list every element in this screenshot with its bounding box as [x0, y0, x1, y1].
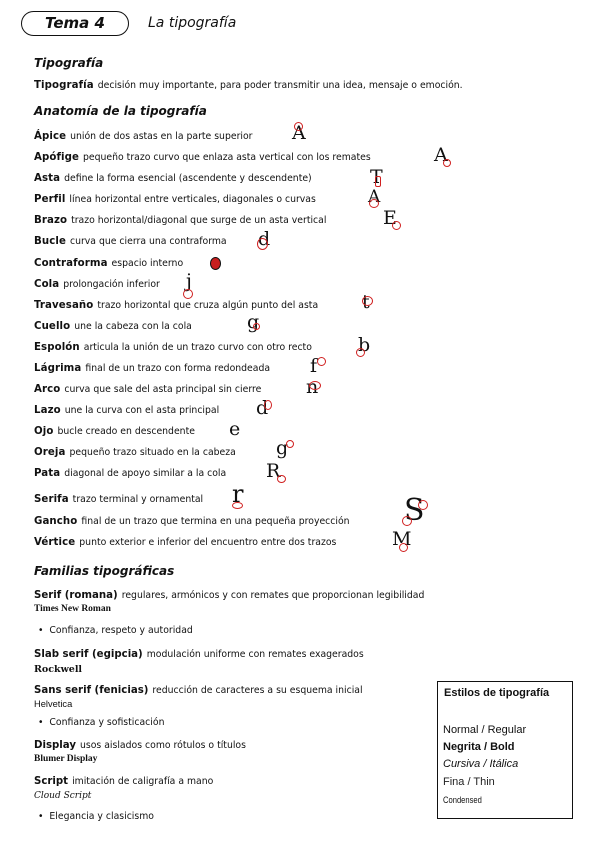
- highlight-mark: [375, 176, 381, 187]
- anatomy-row-espolon: [34, 342, 312, 353]
- anatomy-term: Oreja: [34, 447, 66, 458]
- family-name: Script: [34, 776, 69, 787]
- anatomy-desc: une la curva con el asta principal: [64, 405, 220, 416]
- anatomy-desc: diagonal de apoyo similar a la cola: [64, 468, 227, 479]
- contraforma-dot-icon: [210, 257, 221, 270]
- glyph-example-perfil: A: [368, 187, 381, 207]
- anatomy-desc: trazo horizontal que cruza algún punto del asta: [97, 300, 319, 311]
- anatomy-desc: punto exterior e inferior del encuentro entre dos trazos: [79, 537, 337, 548]
- anatomy-desc: curva que sale del asta principal sin cierre: [64, 384, 262, 395]
- highlight-mark: [183, 289, 193, 299]
- anatomy-term: Pata: [34, 468, 61, 479]
- highlight-mark: [443, 159, 451, 167]
- anatomy-desc: articula la unión de un trazo curvo con otro recto: [83, 342, 312, 353]
- anatomy-term: Apófige: [34, 152, 80, 163]
- anatomy-term: Contraforma: [34, 258, 108, 269]
- family-sample-display: Blumer Display: [34, 754, 98, 764]
- glyph-example-oreja: g: [276, 437, 289, 459]
- anatomy-row-pata: [34, 468, 226, 479]
- bullet-text: Confianza y sofisticación: [49, 717, 165, 728]
- anatomy-desc: pequeño trazo situado en la cabeza: [69, 447, 236, 458]
- anatomy-row-ojo: [34, 426, 195, 437]
- anatomy-term: Perfil: [34, 194, 66, 205]
- highlight-mark: [277, 475, 286, 483]
- anatomy-row-serifa: [34, 494, 203, 505]
- anatomy-term: Bucle: [34, 236, 66, 247]
- glyph-example-cuello: g: [247, 311, 260, 333]
- anatomy-desc: línea horizontal entre verticales, diagonales o curvas: [69, 194, 316, 205]
- anatomy-desc: prolongación inferior: [63, 279, 160, 290]
- anatomy-row-vertice: [34, 537, 336, 548]
- page-title: La tipografía: [148, 15, 237, 31]
- glyph-example-cola: j: [186, 270, 192, 292]
- anatomy-desc: bucle creado en descendente: [57, 426, 195, 437]
- highlight-mark: [253, 323, 260, 330]
- section-title-anatomia: Anatomía de la tipografía: [34, 104, 207, 118]
- anatomy-row-contraforma: [34, 258, 183, 269]
- anatomy-term: Vértice: [34, 537, 76, 548]
- definition-term: Tipografía: [34, 80, 94, 91]
- highlight-mark: [369, 199, 379, 208]
- glyph-example-pata: R: [266, 460, 281, 482]
- anatomy-row-gancho: [34, 516, 350, 527]
- section-title-tipografia: Tipografía: [34, 56, 104, 70]
- highlight-mark: [232, 502, 243, 509]
- styles-box-title: Estilos de tipografía: [444, 687, 550, 699]
- family-name: Display: [34, 740, 76, 751]
- glyph-example-bucle: d: [258, 228, 271, 250]
- anatomy-row-travesano: [34, 300, 318, 311]
- anatomy-row-perfil: [34, 194, 316, 205]
- anatomy-term: Espolón: [34, 342, 80, 353]
- highlight-mark: [356, 348, 365, 357]
- anatomy-term: Ápice: [34, 131, 67, 142]
- family-desc: usos aislados como rótulos o títulos: [80, 740, 246, 751]
- style-italic: Cursiva / Itálica: [443, 758, 519, 770]
- anatomy-desc: espacio interno: [111, 258, 184, 269]
- anatomy-row-cuello: [34, 321, 192, 332]
- anatomy-term: Brazo: [34, 215, 68, 226]
- glyph-example-apofige: A: [434, 144, 448, 166]
- family-sample-sans: Helvetica: [34, 699, 73, 709]
- family-name: Serif (romana): [34, 590, 118, 601]
- family-bullet-sans: • Confianza y sofisticación: [38, 717, 165, 728]
- anatomy-row-asta: [34, 173, 312, 184]
- highlight-mark: [294, 122, 303, 131]
- glyph-example-travesano: t: [362, 291, 370, 313]
- glyph-example-arco: n: [306, 376, 319, 398]
- family-row-display: [34, 740, 246, 751]
- anatomy-row-lazo: [34, 405, 219, 416]
- highlight-mark: [309, 381, 321, 390]
- family-desc: reducción de caracteres a su esquema inicial: [152, 685, 363, 696]
- bullet-text: Elegancia y clasicismo: [49, 811, 154, 822]
- anatomy-term: Asta: [34, 173, 61, 184]
- family-row-script: [34, 776, 213, 787]
- family-bullet-script: • Elegancia y clasicismo: [38, 811, 154, 822]
- anatomy-term: Cola: [34, 279, 60, 290]
- anatomy-desc: define la forma esencial (ascendente y descendente): [64, 173, 312, 184]
- family-desc: imitación de caligrafía a mano: [72, 776, 214, 787]
- glyph-example-asta: T: [370, 166, 383, 188]
- glyph-example-brazo: E: [383, 207, 397, 229]
- anatomy-row-cola: [34, 279, 160, 290]
- family-row-slab: [34, 649, 364, 660]
- highlight-mark: [257, 238, 268, 250]
- anatomy-desc: trazo horizontal/diagonal que surge de un asta vertical: [71, 215, 327, 226]
- anatomy-term: Lazo: [34, 405, 61, 416]
- glyph-example-gancho: S: [404, 493, 425, 528]
- anatomy-desc: final de un trazo con forma redondeada: [85, 363, 271, 374]
- family-desc: modulación uniforme con remates exagerados: [146, 649, 364, 660]
- anatomy-row-apofige: [34, 152, 371, 163]
- anatomy-row-arco: [34, 384, 261, 395]
- anatomy-desc: une la cabeza con la cola: [74, 321, 192, 332]
- highlight-mark: [402, 516, 412, 526]
- family-row-serif: [34, 590, 424, 601]
- highlight-mark: [392, 221, 401, 230]
- anatomy-term: Travesaño: [34, 300, 94, 311]
- anatomy-term: Cuello: [34, 321, 71, 332]
- definition-text: decisión muy importante, para poder transmitir una idea, mensaje o emoción.: [97, 80, 463, 91]
- glyph-example-vertice: M: [392, 528, 412, 550]
- glyph-example-espolon: b: [358, 334, 371, 356]
- anatomy-term: Arco: [34, 384, 61, 395]
- highlight-mark: [399, 543, 408, 552]
- anatomy-row-bucle: [34, 236, 227, 247]
- definition-row: [34, 80, 463, 91]
- anatomy-term: Serifa: [34, 494, 69, 505]
- family-desc: regulares, armónicos y con remates que proporcionan legibilidad: [121, 590, 425, 601]
- anatomy-desc: final de un trazo que termina en una pequeña proyección: [81, 516, 350, 527]
- glyph-example-lazo: d: [256, 397, 269, 419]
- anatomy-desc: unión de dos astas en la parte superior: [70, 131, 253, 142]
- glyph-example-ojo: e: [229, 418, 241, 440]
- style-regular: Normal / Regular: [443, 724, 527, 736]
- anatomy-row-oreja: [34, 447, 236, 458]
- glyph-example-serifa: r: [232, 480, 244, 508]
- anatomy-desc: trazo terminal y ornamental: [72, 494, 204, 505]
- highlight-mark: [418, 500, 428, 510]
- bullet-text: Confianza, respeto y autoridad: [49, 625, 193, 636]
- anatomy-term: Lágrima: [34, 363, 82, 374]
- style-thin: Fina / Thin: [443, 776, 495, 788]
- anatomy-row-lagrima: [34, 363, 270, 374]
- family-sample-script: Cloud Script: [34, 791, 92, 801]
- family-sample-serif: Times New Roman: [34, 604, 111, 614]
- anatomy-desc: curva que cierra una contraforma: [69, 236, 227, 247]
- highlight-mark: [264, 400, 272, 410]
- anatomy-row-apice: [34, 131, 253, 142]
- section-title-familias: Familias tipográficas: [34, 564, 175, 578]
- glyph-example-lagrima: f: [310, 355, 318, 377]
- highlight-mark: [286, 440, 294, 448]
- glyph-example-apice: A: [292, 122, 306, 144]
- topic-pill-label: Tema 4: [45, 14, 105, 32]
- family-sample-slab: Rockwell: [34, 664, 83, 675]
- highlight-mark: [317, 357, 326, 366]
- family-bullet-serif: • Confianza, respeto y autoridad: [38, 625, 193, 636]
- highlight-mark: [362, 296, 373, 306]
- anatomy-term: Gancho: [34, 516, 78, 527]
- anatomy-desc: pequeño trazo curvo que enlaza asta vertical con los remates: [83, 152, 371, 163]
- family-name: Slab serif (egipcia): [34, 649, 143, 660]
- family-name: Sans serif (fenicias): [34, 685, 149, 696]
- style-condensed: Condensed: [443, 795, 482, 806]
- anatomy-term: Ojo: [34, 426, 54, 437]
- style-bold: Negrita / Bold: [443, 741, 515, 753]
- family-row-sans: [34, 685, 363, 696]
- anatomy-row-brazo: [34, 215, 326, 226]
